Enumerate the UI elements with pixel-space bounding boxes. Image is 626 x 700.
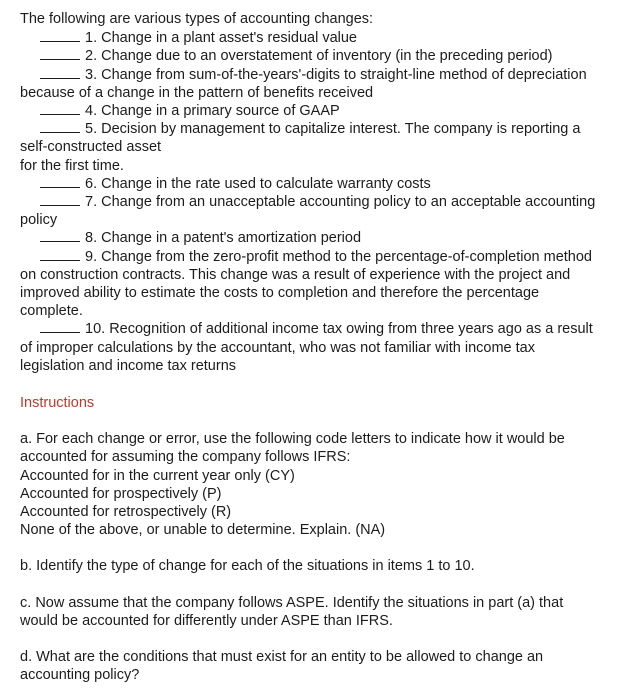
answer-blank-2[interactable]	[40, 48, 80, 60]
part-b-text: Identify the type of change for each of the situations in items 1 to 10.	[36, 558, 475, 575]
part-d-line-1	[20, 648, 618, 666]
part-d-text-1: What are the conditions that must exist for an entity to be allowed to change an	[36, 649, 544, 666]
item-3	[20, 66, 618, 84]
item-9	[20, 248, 618, 266]
item-9-continuation-1: on construction contracts. This change was a result of experience with the project and	[20, 266, 571, 283]
item-text: Change from sum-of-the-years'-digits to straight-line method of depreciation	[101, 66, 587, 83]
item-2	[20, 47, 618, 65]
part-c-line-1	[20, 594, 618, 612]
item-number: 8.	[85, 230, 98, 247]
item-9-continuation-3: complete.	[20, 303, 83, 320]
item-text: Change from an unacceptable accounting policy to an acceptable accounting	[101, 194, 596, 211]
item-number: 1.	[85, 30, 98, 47]
answer-blank-6[interactable]	[40, 176, 80, 188]
part-a	[20, 430, 618, 539]
answer-blank-9[interactable]	[40, 249, 80, 261]
answer-blank-5[interactable]	[40, 121, 80, 133]
item-7	[20, 193, 618, 211]
item-text: Change due to an overstatement of inventory (in the preceding period)	[101, 48, 553, 65]
item-number: 2.	[85, 48, 98, 65]
item-number: 6.	[85, 175, 98, 192]
item-10-continuation-1: of improper calculations by the accountant, who was not familiar with income tax	[20, 339, 535, 356]
part-c	[20, 594, 618, 630]
item-7-continuation: policy	[20, 212, 58, 229]
part-letter: b.	[20, 558, 33, 575]
part-d-text-2: accounting policy?	[20, 667, 140, 684]
item-number: 4.	[85, 103, 98, 120]
answer-blank-8[interactable]	[40, 230, 80, 242]
item-9-continuation-2: improved ability to estimate the costs to completion and therefore the percentage	[20, 285, 540, 302]
code-na: None of the above, or unable to determine. Explain. (NA)	[20, 522, 386, 539]
item-text: Decision by management to capitalize interest. The company is reporting a	[101, 121, 581, 138]
part-b	[20, 557, 618, 575]
part-d	[20, 648, 618, 684]
part-c-text-1: Now assume that the company follows ASPE. Identify the situations in part (a) that	[35, 594, 564, 611]
item-10-continuation-2: legislation and income tax returns	[20, 357, 237, 374]
item-text: Change in a primary source of GAAP	[101, 103, 340, 120]
item-5-continuation-2: for the first time.	[20, 157, 124, 174]
answer-blank-10[interactable]	[40, 321, 80, 333]
answer-blank-4[interactable]	[40, 103, 80, 115]
part-letter: a.	[20, 431, 33, 448]
item-1	[20, 29, 618, 47]
item-text: Change in the rate used to calculate warranty costs	[101, 175, 431, 192]
part-a-text-1: For each change or error, use the following code letters to indicate how it would be	[36, 431, 565, 448]
item-text: Change in a patent's amortization period	[101, 230, 362, 247]
code-cy: Accounted for in the current year only (CY)	[20, 467, 295, 484]
instructions-heading: Instructions	[20, 395, 95, 412]
item-number: 7.	[85, 194, 98, 211]
item-4	[20, 102, 618, 120]
part-a-line-1	[20, 430, 618, 448]
intro-text: The following are various types of accounting changes:	[20, 11, 374, 27]
item-6	[20, 175, 618, 193]
item-number: 3.	[85, 66, 98, 83]
item-number: 5.	[85, 121, 98, 138]
answer-blank-7[interactable]	[40, 194, 80, 206]
answer-blank-1[interactable]	[40, 30, 80, 42]
item-number: 9.	[85, 248, 98, 265]
part-letter: d.	[20, 649, 33, 666]
part-letter: c.	[20, 594, 32, 611]
part-a-text-2: accounted for assuming the company follows IFRS:	[20, 449, 351, 466]
item-3-continuation: because of a change in the pattern of benefits received	[20, 84, 374, 101]
part-c-text-2: would be accounted for differently under ASPE than IFRS.	[20, 612, 393, 629]
item-text: Change in a plant asset's residual value	[101, 30, 357, 47]
item-8	[20, 229, 618, 247]
code-r: Accounted for retrospectively (R)	[20, 504, 232, 521]
item-number: 10.	[85, 321, 106, 338]
item-text: Recognition of additional income tax owing from three years ago as a result	[109, 321, 593, 338]
item-10	[20, 320, 618, 338]
code-p: Accounted for prospectively (P)	[20, 485, 222, 502]
item-5-continuation-1: self-constructed asset	[20, 139, 162, 156]
item-text: Change from the zero-profit method to the percentage-of-completion method	[101, 248, 592, 265]
item-5	[20, 120, 618, 138]
answer-blank-3[interactable]	[40, 67, 80, 79]
